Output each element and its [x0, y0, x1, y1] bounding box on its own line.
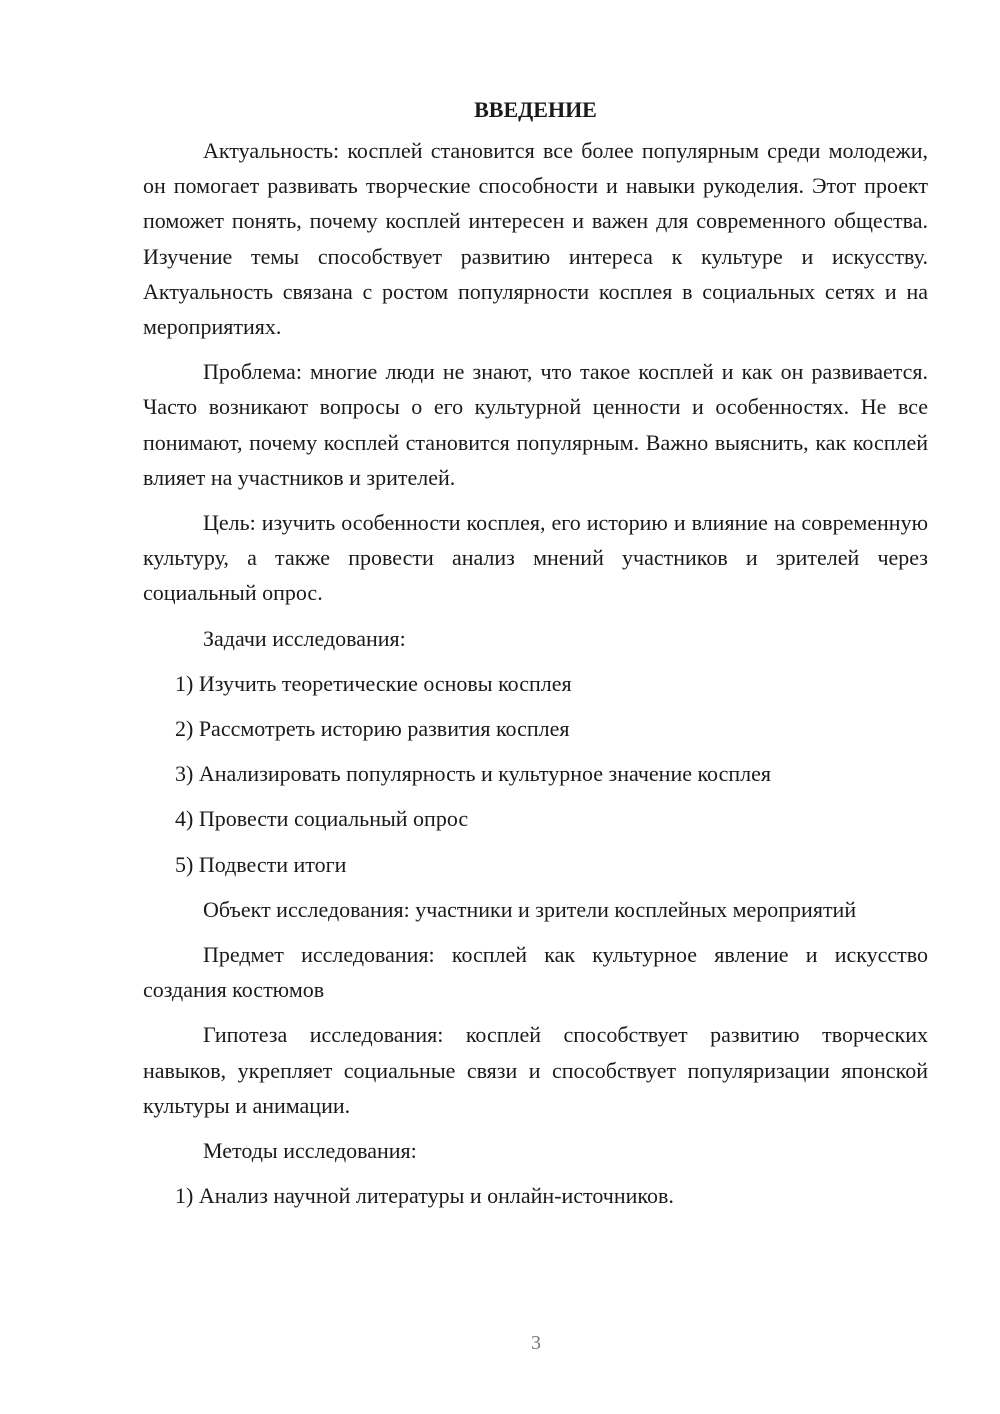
task-item-2: 2) Рассмотреть историю развития косплея [175, 716, 570, 742]
problem-paragraph: Проблема: многие люди не знают, что такое косплей и как он развивается. Часто возникают вопросы о его культурной ценности и особенностях. Не все понимают, почему косплей становится популярным. Важно выяснить, как косплей влияет на участников и зрителей. [143, 359, 928, 490]
methods-heading: Методы исследования: [203, 1138, 417, 1164]
goal-paragraph: Цель: изучить особенности косплея, его историю и влияние на современную культуру, а также провести анализ мнений участников и зрителей через социальный опрос. [143, 510, 928, 606]
task-item-5: 5) Подвести итоги [175, 851, 347, 877]
page-title: ВВЕДЕНИЕ [474, 97, 597, 122]
subject-paragraph: Предмет исследования: косплей как культурное явление и искусство создания костюмов [143, 942, 928, 1003]
method-item-1: 1) Анализ научной литературы и онлайн-источников. [175, 1183, 674, 1209]
task-item-1: 1) Изучить теоретические основы косплея [175, 670, 572, 696]
tasks-heading: Задачи исследования: [203, 625, 406, 651]
task-item-4: 4) Провести социальный опрос [175, 806, 469, 832]
task-item-3: 3) Анализировать популярность и культурное значение косплея [175, 761, 772, 787]
page-number: 3 [531, 1332, 541, 1354]
document-page [143, 92, 928, 1223]
hypothesis-paragraph: Гипотеза исследования: косплей способствует развитию творческих навыков, укрепляет социальные связи и способствует популяризации японской культуры и анимации. [143, 1022, 928, 1118]
relevance-paragraph: Актуальность: косплей становится все более популярным среди молодежи, он помогает развивать творческие способности и навыки рукоделия. Этот проект поможет понять, почему косплей интересен и важен для современного общества. Изучение темы способствует развитию интереса к культуре и искусству. Актуальность связана с ростом популярности косплея в социальных сетях и на мероприятиях. [143, 138, 928, 340]
object-paragraph: Объект исследования: участники и зрители косплейных мероприятий [203, 896, 857, 922]
